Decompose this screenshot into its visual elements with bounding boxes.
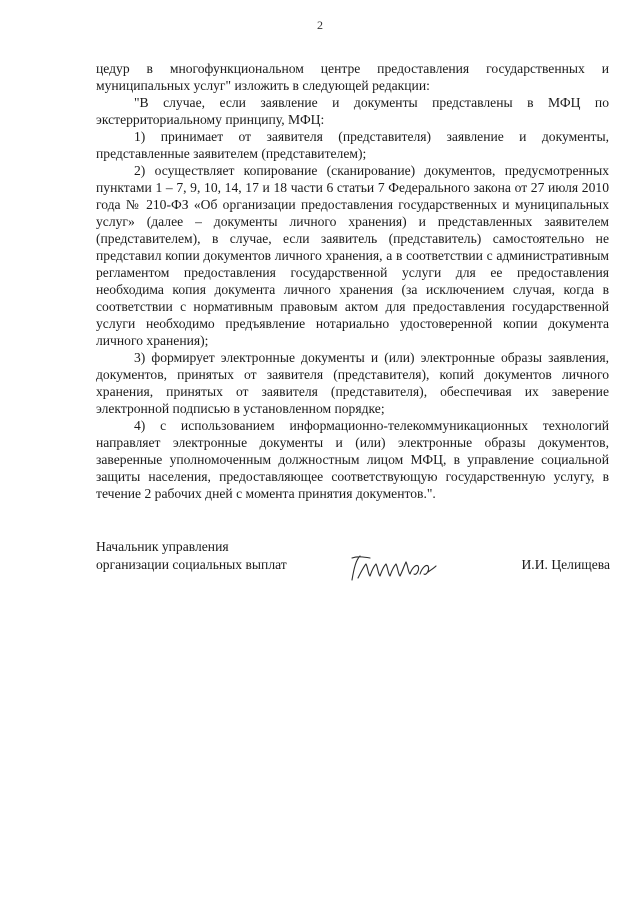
- signature-block: [96, 538, 610, 582]
- paragraph-intro: "В случае, если заявление и документы представлены в МФЦ по экстерриториальному принципу, МФЦ:: [96, 95, 609, 127]
- paragraph-item-2: 2) осуществляет копирование (сканирование) документов, предусмотренных пунктами 1 – 7, 9, 10, 14, 17 и 18 части 6 статьи 7 Федерального закона от 27 июля 2010 года № 210-ФЗ «Об организации предоставления государственных и муниципальных услуг» (далее – документы личного хранения) и представленных заявителем (представителем), в случае, если заявитель (представитель) самостоятельно не представил копии документов личного хранения, а в соответствии с административным регламентом предоставления государственной услуги для ее предоставления необходима копия документа личного хранения (за исключением случая, когда в соответствии с нормативным правовым актом для предоставления государственной услуги необходимо предъявление нотариально удостоверенной копии документа личного хранения);: [96, 163, 609, 348]
- document-body: [96, 60, 609, 502]
- handwritten-signature: [348, 550, 438, 584]
- paragraph-item-1: 1) принимает от заявителя (представителя) заявление и документы, представленные заявителем (представителем);: [96, 129, 609, 161]
- signatory-name: И.И. Целищева: [521, 557, 610, 572]
- signatory-position: [96, 538, 287, 574]
- page-number: 2: [317, 18, 323, 32]
- paragraph-continuation: цедур в многофункциональном центре предоставления государственных и муниципальных услуг" изложить в следующей редакции:: [96, 61, 609, 93]
- paragraph-item-3: 3) формирует электронные документы и (или) электронные образы заявления, документов, принятых от заявителя (представителя), копий документов личного хранения, принятых от заявителя (представителя), обеспечивая их заверение электронной подписью в установленном порядке;: [96, 350, 609, 416]
- paragraph-item-4: 4) с использованием информационно-телекоммуникационных технологий направляет электронные документы и (или) электронные образы документов, заверенные уполномоченным должностным лицом МФЦ, в управление социальной защиты населения, предоставляющее соответствующую государственную услугу, в течение 2 рабочих дней с момента принятия документов.".: [96, 418, 609, 501]
- signatory-position-line-2: организации социальных выплат: [96, 557, 287, 572]
- signatory-position-line-1: Начальник управления: [96, 539, 229, 554]
